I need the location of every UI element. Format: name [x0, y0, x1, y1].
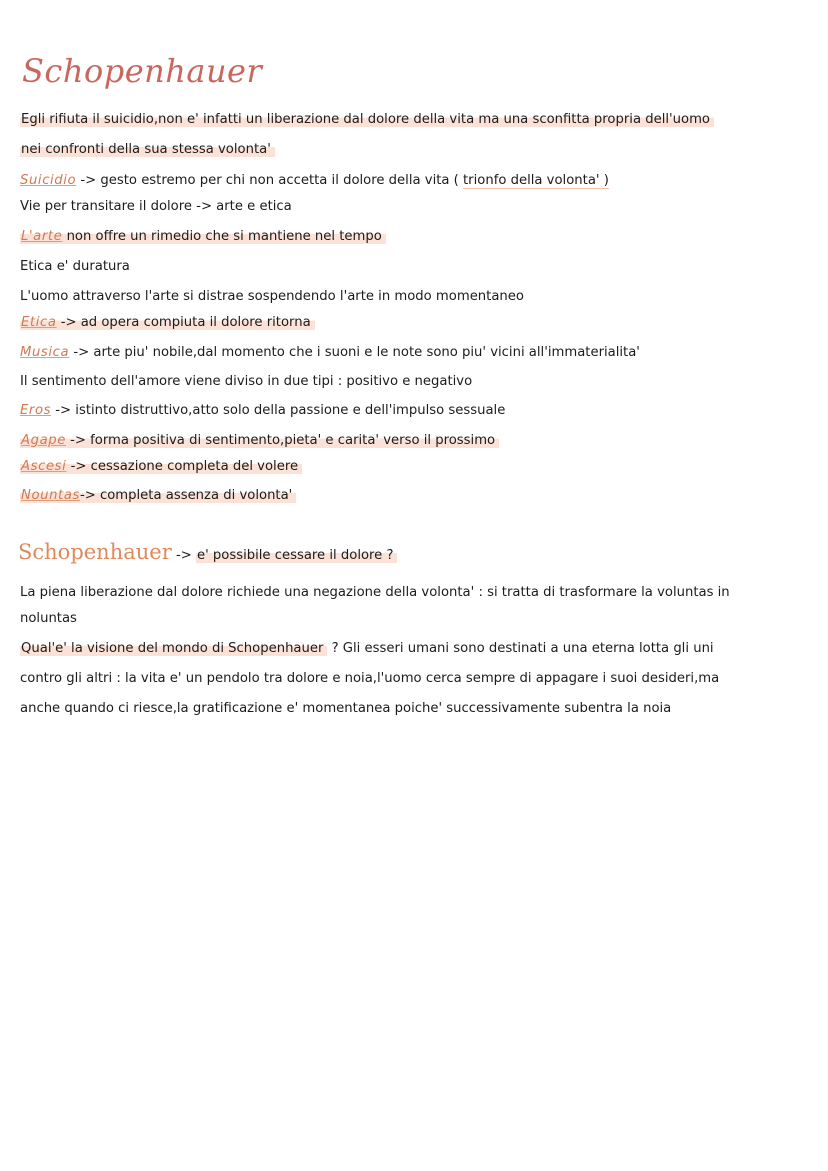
note-line	[20, 487, 296, 505]
term-suicidio: Suicidio	[20, 173, 77, 188]
note-line	[20, 432, 499, 450]
highlighted-text	[20, 229, 386, 244]
highlighted-text	[20, 488, 296, 503]
note-line	[20, 228, 386, 246]
section-question: e' possibile cessare il dolore ?	[196, 548, 398, 563]
section-title: Schopenhauer	[18, 540, 172, 564]
term-nountas: Nountas	[21, 488, 80, 503]
highlighted-text	[20, 315, 315, 330]
note-line	[20, 344, 640, 362]
section-arrow: ->	[171, 548, 196, 563]
note-line	[20, 458, 302, 476]
term-arte: L'arte	[21, 229, 63, 244]
note-line	[20, 314, 315, 332]
term-etica: Etica	[21, 315, 57, 330]
term-ascesi: Ascesi	[21, 459, 67, 474]
note-line	[20, 111, 714, 129]
definition-text: -> ad opera compiuta il dolore ritorna	[56, 315, 311, 330]
paragraph-line: noluntas	[20, 611, 77, 626]
section-heading	[18, 540, 397, 564]
note-line: Etica e' duratura	[20, 259, 130, 274]
paragraph-line: La piena liberazione dal dolore richiede una negazione della volonta' : si tratta di trasformare la voluntas in	[20, 585, 730, 600]
highlighted-text	[20, 433, 499, 448]
note-line: Vie per transitare il dolore -> arte e etica	[20, 199, 292, 214]
term-agape: Agape	[21, 433, 66, 448]
paragraph-line: contro gli altri : la vita e' un pendolo tra dolore e noia,l'uomo cerca sempre di appagare i suoi desideri,ma	[20, 671, 720, 686]
paragraph-line	[20, 640, 714, 658]
note-line	[20, 172, 609, 190]
definition-text: -> completa assenza di volonta'	[79, 488, 293, 503]
highlighted-text: Egli rifiuta il suicidio,non e' infatti un liberazione dal dolore della vita ma una sconfitta propria dell'uomo	[20, 112, 714, 127]
note-line	[20, 402, 505, 420]
term-eros: Eros	[20, 403, 52, 418]
highlighted-text: Qual'e' la visione del mondo di Schopenhauer	[20, 641, 327, 656]
definition-text: -> forma positiva di sentimento,pieta' e carita' verso il prossimo	[65, 433, 496, 448]
definition-text: -> arte piu' nobile,dal momento che i suoni e le note sono piu' vicini all'immaterialita'	[69, 345, 640, 360]
note-line: Il sentimento dell'amore viene diviso in due tipi : positivo e negativo	[20, 374, 473, 389]
note-line	[20, 141, 275, 159]
page-title: Schopenhauer	[22, 52, 263, 90]
definition-text: -> cessazione completa del volere	[66, 459, 299, 474]
definition-text: -> gesto estremo per chi non accetta il dolore della vita (	[76, 173, 464, 188]
emphasis-text: trionfo della volonta' )	[463, 173, 609, 188]
highlighted-text: nei confronti della sua stessa volonta'	[20, 142, 275, 157]
term-musica: Musica	[20, 345, 70, 360]
paragraph-text: ? Gli esseri umani sono destinati a una eterna lotta gli uni	[327, 641, 714, 656]
definition-text: non offre un rimedio che si mantiene nel tempo	[62, 229, 382, 244]
highlighted-text	[20, 459, 302, 474]
paragraph-line: anche quando ci riesce,la gratificazione e' momentanea poiche' successivamente subentra la noia	[20, 701, 672, 716]
definition-text: -> istinto distruttivo,atto solo della passione e dell'impulso sessuale	[51, 403, 506, 418]
note-line: L'uomo attraverso l'arte si distrae sospendendo l'arte in modo momentaneo	[20, 289, 524, 304]
